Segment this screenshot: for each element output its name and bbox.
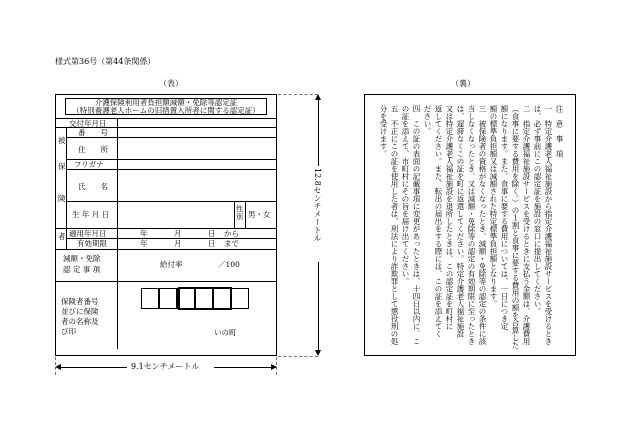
expiry-month: 月 (174, 239, 182, 248)
height-dimension-label: 12.8センチメートル (313, 168, 322, 242)
note-line: （食事に要する費用を除く。）の１割と食事に要する費用の額を合算した (511, 105, 520, 349)
front-side-label: （表） (159, 79, 183, 88)
birth-date-label: 生 年 月 日 (72, 210, 110, 219)
expiry-date-label: 有効期限 (77, 239, 107, 248)
insurer-number-box (141, 288, 159, 309)
note-line: の証を添えて、市町村にその旨を届け出てください。 (401, 105, 410, 285)
width-dimension-line-right (214, 367, 272, 368)
expiry-year: 年 (140, 239, 148, 248)
height-dimension-line-top (318, 98, 319, 166)
applicable-year: 年 (140, 229, 148, 238)
front-card (55, 94, 277, 356)
height-arrow-up (315, 94, 321, 100)
back-side-label: （裏） (451, 79, 475, 88)
reduction-label-2: 認 定 事 項 (63, 265, 101, 274)
note-line: ださい。 (423, 105, 432, 135)
benefit-rate-label: 給付率 (160, 260, 183, 269)
note-line: 三 被保険者の資格がなくなったとき、減額・免除等の認定の条件に該 (478, 105, 487, 345)
back-card (364, 94, 576, 356)
note-line: 二 指定介護福祉施設サービスを受けるときに支払う金額は、介護費用 (522, 105, 531, 345)
note-line: 分を受けます。 (379, 105, 388, 158)
card-title (65, 98, 267, 115)
furigana-label: フリガナ (74, 160, 104, 169)
applicable-day: 日 (208, 229, 216, 238)
applicable-month: 月 (174, 229, 182, 238)
insurer-number-box (159, 288, 177, 309)
applicable-from: から (224, 229, 239, 238)
applicable-date-label: 適用年月日 (69, 229, 107, 238)
height-dimension-line-bottom (318, 262, 319, 352)
note-line: は、遅滞なくこの証を町に返還してください。特定介護老人福祉施設 (456, 105, 465, 338)
card-title-line1: 介護保険利用者負担額減額・免除等認定証 (94, 98, 238, 107)
insured-char-3: 険 (58, 194, 66, 203)
note-line: 四 この証の表面の記載事項に変更があったときは、十四日以内に、こ (412, 105, 421, 345)
insurer-line-4: び印 (61, 327, 76, 336)
insured-char-2: 保 (58, 162, 66, 171)
note-line: 当しなくなったとき、又は減額・免除等の認定の有効期限に至ったとき (467, 105, 476, 345)
name-label: 氏 名 (78, 182, 108, 191)
insured-char-1: 被 (58, 136, 66, 145)
card-title-line2: （特別養護老人ホームの旧措置入所者に関する認定証） (72, 106, 260, 115)
bottom-guide-line (278, 356, 318, 357)
insurer-line-3: 者の名称及 (61, 317, 99, 326)
expiry-day: 日 (208, 239, 216, 248)
note-line: 額になります。また、食事に要する費用については、一日につき定 (500, 105, 509, 330)
note-line: 一 特定介護老人福祉施設から指定介護福祉施設サービスを受けるとき (544, 105, 553, 345)
insured-char-4: 者 (58, 232, 66, 241)
insurer-line-2: 並びに保険 (61, 307, 99, 316)
number-label: 番 号 (78, 128, 108, 137)
insurer-number-bold-frame (178, 287, 232, 310)
top-guide-line (278, 94, 318, 95)
width-arrow-left (55, 364, 61, 370)
note-line: は、必ず事前にこの認定証を施設の窓口に提出してください。 (533, 105, 542, 315)
note-line: 返してください。また、転出の届出をする際には、この証を添えてく (434, 105, 443, 338)
address-label: 住 所 (78, 145, 108, 154)
benefit-rate-value: ／100 (218, 260, 240, 269)
width-dimension-label: 9.1センチメートル (131, 362, 200, 371)
width-dimension-line-left (59, 367, 127, 368)
sex-options: 男・女 (248, 210, 271, 219)
note-line: 額の標準負担額又は減額された特定標準負担額となります。 (489, 105, 498, 308)
insurer-line-1: 保険者番号 (61, 297, 99, 306)
issue-date-label: 交付年月日 (69, 119, 107, 128)
note-line: 又は特定介護老人福祉施設を退所したときは、この認定証を町村に (445, 105, 454, 330)
notes-heading: 注 意 事 項 (555, 105, 564, 158)
sex-label: 性別 (236, 205, 243, 221)
height-arrow-down (315, 350, 321, 356)
insurer-number-box (231, 288, 249, 309)
note-line: 五 不正にこの証を使用した者は、刑法により詐欺罪として懲役刑の処 (390, 105, 399, 345)
expiry-until: まで (224, 239, 239, 248)
town-name: いの町 (214, 328, 237, 337)
reduction-label-1: 減額・免除 (63, 254, 101, 263)
width-arrow-right (271, 364, 277, 370)
form-number-label: 様式第36号（第44条関係） (55, 57, 156, 66)
